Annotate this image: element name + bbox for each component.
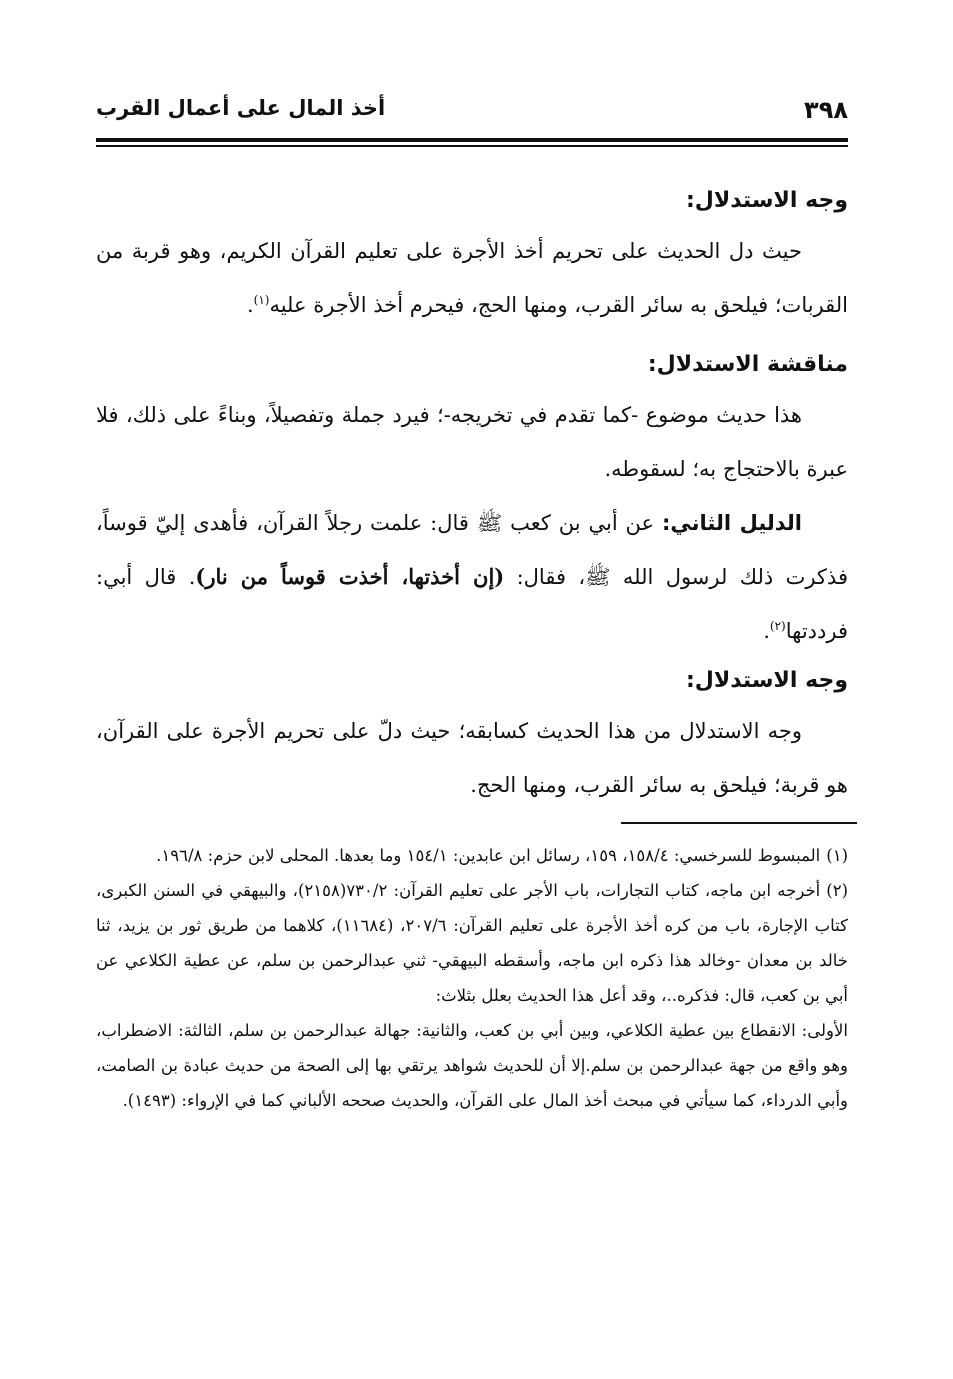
paragraph-end: . [763,619,770,643]
paragraph-text: عن أبي بن كعب ﷺ قال: علمت رجلاً القرآن، فأهدى إليّ قوساً، فذكرت ذلك لرسول الله ﷺ، فقال: [96,511,848,589]
footnote [96,838,848,873]
paragraph: وجه الاستدلال من هذا الحديث كسابقه؛ حيث دلّ على تحريم الأجرة على القرآن، هو قربة؛ فيلحق به سائر القرب، ومنها الحج. [96,719,848,797]
footnote-text: المبسوط للسرخسي: ١٥٨/٤، ١٥٩، رسائل ابن عابدين: ١٥٤/١ وما بعدها. المحلى لابن حزم: ١٩٦/٨. [156,846,821,865]
footnote-ref[interactable]: (٢) [769,619,786,633]
header-rule-thick [96,138,848,142]
paragraph [96,224,848,332]
footnote [96,873,848,1013]
page-header [96,92,848,132]
paragraph-text: . قال أبي: فرددتها [96,565,848,643]
footnote-text: أخرجه ابن ماجه، كتاب التجارات، باب الأجر على تعليم القرآن: ٧٣٠/٢(٢١٥٨)، والبيهقي في السنن الكبرى، كتاب الإجارة، باب من كره أخذ الأجرة على تعليم القرآن: ٢٠٧/٦، (١١٦٨٤)، كلاهما من طريق ثور بن يزيد، ثنا خالد بن معدان -وخالد هذا ذكره ابن ماجه، وأسقطه البيهقي- ثني عبدالرحمن بن سلم، عن عطية الكلاعي عن أبي بن كعب، قال: فذكره..، وقد أعل هذا الحديث بعلل بثلاث: [96,881,848,1005]
section-heading: وجه الاستدلال: [685,188,848,213]
hadith-quote: (إن أخذتها، أخذت قوساً من نار) [195,564,505,589]
running-title: أخذ المال على أعمال القرب [96,96,386,120]
footnote-continuation: الأولى: الانقطاع بين عطية الكلاعي، وبين أبي بن كعب، والثانية: جهالة عبدالرحمن بن سلم، الثالثة: الاضطراب، وهو واقع من جهة عبدالرحمن بن سلم.إلا أن للحديث شواهد يرتقي بها إلى الصحة من حديث عبادة بن الصامت، وأبي الدرداء، كما سيأتي في مبحث أخذ المال على القرآن، والحديث صححه الألباني كما في الإرواء: (١٤٩٣). [96,1021,848,1110]
paragraph-end: . [246,293,254,317]
section-heading: وجه الاستدلال: [685,668,848,693]
footnote-number: (٢) [826,881,848,900]
section-heading: مناقشة الاستدلال: [647,352,848,377]
evidence-label: الدليل الثاني: [661,511,803,535]
footnote-ref[interactable]: (١) [253,293,270,307]
paragraph [96,496,848,658]
paragraph-text: حيث دل الحديث على تحريم أخذ الأجرة على تعليم القرآن الكريم، وهو قربة من القربات؛ فيلحق به سائر القرب، ومنها الحج، فيحرم أخذ الأجرة عليه [96,239,848,317]
header-rule-thin [96,145,848,147]
footnotes [96,838,848,1118]
footnote-number: (١) [826,846,848,865]
page-number: ٣٩٨ [804,96,848,124]
footnote-separator [621,822,857,824]
main-text [96,178,848,812]
paragraph: هذا حديث موضوع -كما تقدم في تخريجه-؛ فيرد جملة وتفصيلاً، وبناءً على ذلك، فلا عبرة بالاحتجاج به؛ لسقوطه. [96,403,848,481]
